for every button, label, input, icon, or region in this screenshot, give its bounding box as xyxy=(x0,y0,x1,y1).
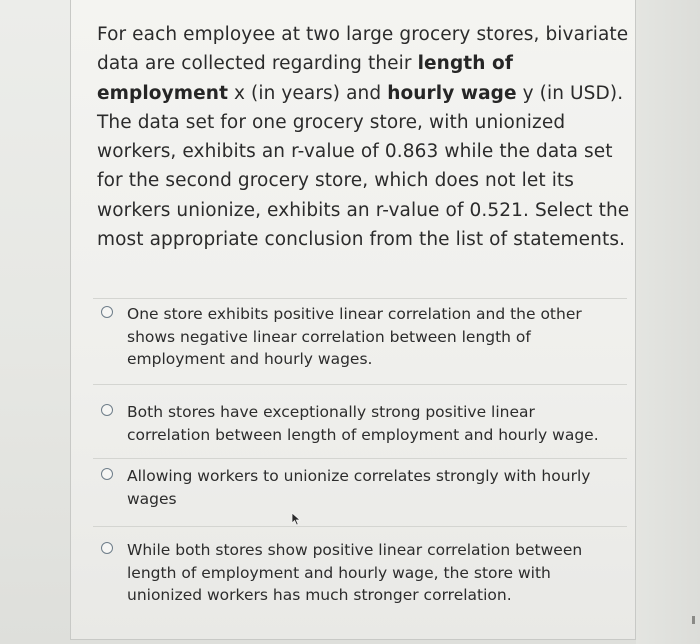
divider-top xyxy=(93,298,627,299)
radio-button-icon[interactable] xyxy=(101,468,113,480)
answer-option-label: One store exhibits positive linear correlation and the other shows negative linear correlation between length of employment and hourly wages. xyxy=(127,305,582,368)
scroll-tick xyxy=(692,616,695,624)
radio-button-icon[interactable] xyxy=(101,306,113,318)
question-part-1: For each employee at two large grocery stores, bivariate data are collected regarding their xyxy=(97,24,629,75)
question-card xyxy=(70,0,636,640)
question-part-2: x (in years) and xyxy=(228,82,388,104)
radio-button-icon[interactable] xyxy=(101,542,113,554)
answer-option-label: Both stores have exceptionally strong positive linear correlation between length of employment and hourly wage. xyxy=(127,403,599,444)
divider-1 xyxy=(93,384,627,385)
question-bold-hourly-wage: hourly wage xyxy=(387,82,517,104)
radio-button-icon[interactable] xyxy=(101,404,113,416)
right-gutter xyxy=(636,0,700,644)
answer-option-label: Allowing workers to unionize correlates strongly with hourly wages xyxy=(127,467,591,508)
divider-3 xyxy=(93,526,627,527)
answer-option-label: While both stores show positive linear correlation between length of employment and hourly wage, the store with unionized workers has much stronger correlation. xyxy=(127,541,583,604)
question-text xyxy=(97,20,637,254)
divider-2 xyxy=(93,458,627,459)
question-part-3: y (in USD). The data set for one grocery store, with unionized workers, exhibits an r-value of 0.863 while the data set for the second grocery store, which does not let its workers unionize, exhibits an r-value of 0.521. Select the most appropriate conclusion from the list of statements. xyxy=(97,82,630,251)
question-bold-length-of-employment: length of employment xyxy=(97,53,514,104)
